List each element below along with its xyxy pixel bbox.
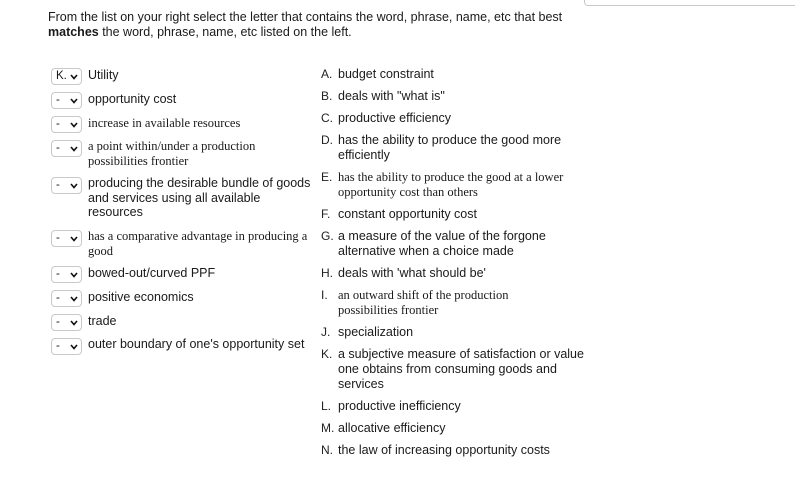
option-text: specialization [338, 325, 414, 339]
match-select-bowed-ppf[interactable] [51, 266, 82, 283]
option-letter: F. [321, 207, 331, 221]
instructions-part: the word, phrase, name, etc listed on the left. [98, 25, 352, 39]
option-letter: E. [321, 170, 333, 184]
option-letter: L. [321, 399, 332, 413]
chevron-down-icon [70, 320, 78, 326]
chevron-down-icon [70, 296, 78, 302]
match-select-increase-resources[interactable] [51, 116, 82, 133]
option-text: productive efficiency [338, 111, 452, 125]
term-label: positive economics [88, 290, 194, 304]
term-label: Utility [88, 68, 119, 82]
select-value: - [56, 142, 60, 154]
term-label: increase in available resources [88, 116, 241, 130]
option-text: has the ability to produce the good at a lower opportunity cost than others [338, 170, 564, 199]
option-row [321, 399, 461, 414]
term-label: has a comparative advantage in producing a good [88, 229, 308, 258]
chevron-down-icon [70, 98, 78, 104]
match-select-opportunity-cost[interactable] [51, 92, 82, 109]
option-letter: G. [321, 229, 334, 243]
instructions-part: From the list on your right select the letter that contains the word, phrase, name, etc that best [48, 10, 563, 24]
term-label: a point within/under a production possibilities frontier [88, 139, 256, 168]
option-text: an outward shift of the production possibilities frontier [338, 288, 509, 317]
option-row [321, 347, 588, 392]
select-value: - [56, 94, 60, 106]
match-row [51, 229, 320, 258]
match-row [51, 290, 194, 307]
option-row [321, 421, 445, 436]
option-text: allocative efficiency [338, 421, 446, 435]
match-row [51, 68, 119, 85]
chevron-down-icon [70, 272, 78, 278]
option-row [321, 288, 558, 318]
instructions-text [48, 10, 588, 40]
match-row [51, 337, 308, 355]
match-select-point-within-ppf[interactable] [51, 140, 82, 157]
option-letter: C. [321, 111, 333, 125]
option-letter: I. [321, 288, 328, 302]
option-row [321, 325, 413, 340]
chevron-down-icon [70, 146, 78, 152]
option-row [321, 207, 477, 222]
option-letter: H. [321, 266, 333, 280]
option-text: deals with "what is" [338, 89, 445, 103]
option-letter: B. [321, 89, 333, 103]
term-label: outer boundary of one's opportunity set [88, 337, 305, 351]
match-select-positive-economics[interactable] [51, 290, 82, 307]
option-row [321, 133, 588, 163]
top-answer-box [584, 0, 795, 6]
instructions-emphasis: matches [48, 25, 99, 39]
option-text: budget constraint [338, 67, 434, 81]
select-value: K. [56, 70, 67, 82]
chevron-down-icon [70, 183, 78, 189]
match-row [51, 266, 215, 283]
select-value: - [56, 316, 60, 328]
select-value: - [56, 292, 60, 304]
option-row [321, 89, 445, 104]
match-row [51, 116, 240, 133]
match-row [51, 176, 316, 220]
match-select-comparative-advantage[interactable] [51, 230, 82, 247]
chevron-down-icon [70, 236, 78, 242]
select-value: - [56, 268, 60, 280]
option-row [321, 229, 578, 259]
match-select-utility[interactable] [51, 68, 82, 85]
option-text: constant opportunity cost [338, 207, 477, 221]
select-value: - [56, 232, 60, 244]
option-text: deals with 'what should be' [338, 266, 486, 280]
chevron-down-icon [70, 74, 78, 80]
match-select-trade[interactable] [51, 314, 82, 331]
chevron-down-icon [70, 122, 78, 128]
option-row [321, 170, 588, 200]
match-row [51, 139, 288, 168]
option-letter: A. [321, 67, 333, 81]
option-row [321, 67, 434, 82]
term-label: trade [88, 314, 117, 328]
option-row [321, 111, 451, 126]
option-text: the law of increasing opportunity costs [338, 443, 550, 457]
term-label: opportunity cost [88, 92, 177, 106]
select-value: - [56, 179, 60, 191]
option-letter: M. [321, 421, 335, 435]
option-text: has the ability to produce the good more efficiently [338, 133, 562, 162]
option-text: productive inefficiency [338, 399, 461, 413]
option-row [321, 266, 486, 281]
option-text: a measure of the value of the forgone alternative when a choice made [338, 229, 546, 258]
option-letter: J. [321, 325, 331, 339]
select-value: - [56, 118, 60, 130]
term-label: bowed-out/curved PPF [88, 266, 216, 280]
option-row [321, 443, 550, 458]
option-letter: D. [321, 133, 333, 147]
chevron-down-icon [70, 344, 78, 350]
option-letter: K. [321, 347, 333, 361]
option-text: a subjective measure of satisfaction or value one obtains from consuming goods and services [338, 347, 584, 391]
term-label: producing the desirable bundle of goods and services using all available resources [88, 176, 311, 219]
match-row [51, 92, 176, 109]
match-row [51, 314, 117, 331]
match-select-outer-boundary[interactable] [51, 338, 82, 355]
select-value: - [56, 340, 60, 352]
match-select-desirable-bundle[interactable] [51, 177, 82, 194]
option-letter: N. [321, 443, 333, 457]
